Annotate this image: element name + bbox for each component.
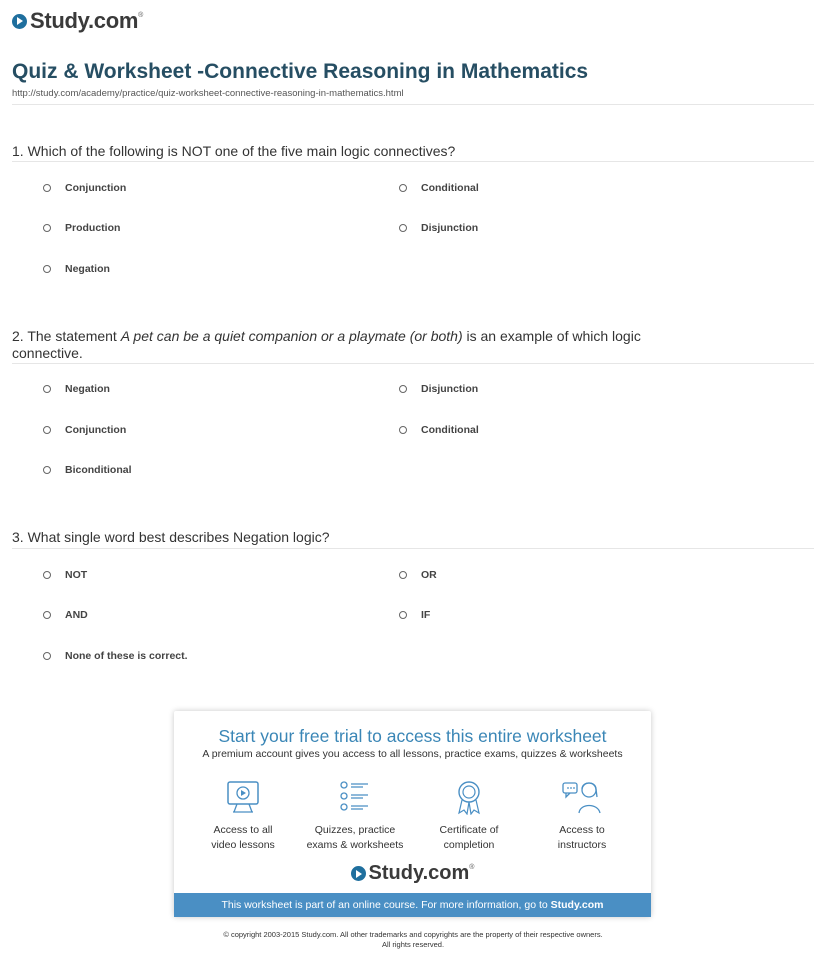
option-q1-b[interactable] [399, 182, 479, 194]
option-q2-c[interactable] [43, 424, 126, 436]
option-label: Conditional [421, 424, 479, 436]
question-text-before: The statement [27, 328, 121, 344]
feature-line2: exams & worksheets [306, 839, 404, 851]
copyright-line1: © copyright 2003-2015 Study.com. All other trademarks and copyrights are the property of their respective owners. [223, 930, 603, 939]
bar-text: This worksheet is part of an online course. For more information, go to [221, 899, 551, 911]
video-lesson-icon [223, 779, 263, 815]
feature-line2: instructors [557, 839, 607, 851]
option-label: Biconditional [65, 464, 132, 476]
option-q2-b[interactable] [399, 383, 478, 395]
radio-button[interactable] [43, 611, 51, 619]
promo-study-com-logo[interactable] [174, 862, 651, 885]
option-q3-e[interactable] [43, 650, 188, 662]
feature-line1: Quizzes, practice [314, 824, 396, 836]
feature-line2: completion [443, 839, 495, 851]
copyright-line2: All rights reserved. [381, 940, 445, 949]
trademark-mark: ® [138, 12, 144, 19]
question-number: 2. [12, 328, 24, 344]
feature-line1: Certificate of [439, 824, 499, 836]
radio-button[interactable] [43, 224, 51, 232]
radio-button[interactable] [43, 466, 51, 474]
certificate-icon [449, 779, 489, 815]
radio-button[interactable] [43, 426, 51, 434]
question-text-italic: A pet can be a quiet companion or a playmate (or both) [120, 328, 463, 344]
promo-info-bar [174, 893, 651, 917]
question-text: What single word best describes Negation logic? [27, 529, 330, 545]
option-label: Production [65, 222, 121, 234]
feature-line1: Access to [559, 824, 605, 836]
option-q1-d[interactable] [399, 222, 478, 234]
play-circle-icon [12, 14, 27, 29]
logo-text: Study.com [368, 862, 470, 884]
radio-button[interactable] [399, 611, 407, 619]
option-label: Negation [65, 263, 110, 275]
radio-button[interactable] [43, 385, 51, 393]
play-circle-icon [351, 866, 366, 881]
feature-video-lessons [188, 779, 298, 853]
option-q2-d[interactable] [399, 424, 479, 436]
feature-quizzes [300, 779, 410, 853]
page-title: Quiz & Worksheet -Connective Reasoning in Mathematics [12, 60, 589, 83]
divider [12, 548, 814, 549]
option-q3-a[interactable] [43, 569, 87, 581]
radio-button[interactable] [399, 385, 407, 393]
radio-button[interactable] [399, 571, 407, 579]
question-1 [12, 143, 692, 160]
option-label: AND [65, 609, 88, 621]
option-label: Conditional [421, 182, 479, 194]
divider [12, 104, 814, 105]
option-q3-d[interactable] [399, 609, 430, 621]
option-q2-e[interactable] [43, 464, 132, 476]
radio-button[interactable] [399, 184, 407, 192]
question-3 [12, 529, 692, 546]
option-label: NOT [65, 569, 88, 581]
radio-button[interactable] [43, 652, 51, 660]
promo-heading: Start your free trial to access this entire worksheet [218, 726, 607, 746]
radio-button[interactable] [399, 426, 407, 434]
radio-button[interactable] [399, 224, 407, 232]
divider [12, 161, 814, 162]
page-url: http://study.com/academy/practice/quiz-worksheet-connective-reasoning-in-mathematics.html [12, 88, 404, 99]
feature-line2: video lessons [211, 839, 275, 851]
option-q1-a[interactable] [43, 182, 126, 194]
question-text: Which of the following is NOT one of the five main logic connectives? [27, 143, 456, 159]
option-label: Disjunction [421, 383, 479, 395]
instructor-icon [560, 779, 604, 815]
option-label: OR [421, 569, 437, 581]
question-text-after: is an example of which logic connective. [12, 328, 641, 361]
option-label: Negation [65, 383, 110, 395]
study-com-logo[interactable] [12, 8, 143, 34]
option-label: Conjunction [65, 424, 127, 436]
trademark-mark: ® [469, 864, 475, 871]
quiz-list-icon [335, 779, 375, 815]
logo-text: Study.com [30, 8, 139, 33]
study-com-link[interactable]: Study.com [550, 899, 604, 911]
option-label: Conjunction [65, 182, 127, 194]
question-number: 1. [12, 143, 24, 159]
promo-subheading: A premium account gives you access to all lessons, practice exams, quizzes & worksheets [202, 748, 623, 760]
divider [12, 363, 814, 364]
option-q1-c[interactable] [43, 222, 120, 234]
feature-instructors [527, 779, 637, 853]
option-label: None of these is correct. [65, 650, 188, 662]
option-q3-c[interactable] [43, 609, 88, 621]
option-q1-e[interactable] [43, 263, 110, 275]
radio-button[interactable] [43, 265, 51, 273]
question-number: 3. [12, 529, 24, 545]
free-trial-promo [174, 711, 651, 917]
feature-line1: Access to all [213, 824, 273, 836]
feature-certificate [414, 779, 524, 853]
copyright-footer [0, 930, 826, 950]
option-label: IF [421, 609, 431, 621]
question-2 [12, 328, 692, 362]
radio-button[interactable] [43, 184, 51, 192]
option-q2-a[interactable] [43, 383, 110, 395]
option-label: Disjunction [421, 222, 479, 234]
radio-button[interactable] [43, 571, 51, 579]
option-q3-b[interactable] [399, 569, 437, 581]
